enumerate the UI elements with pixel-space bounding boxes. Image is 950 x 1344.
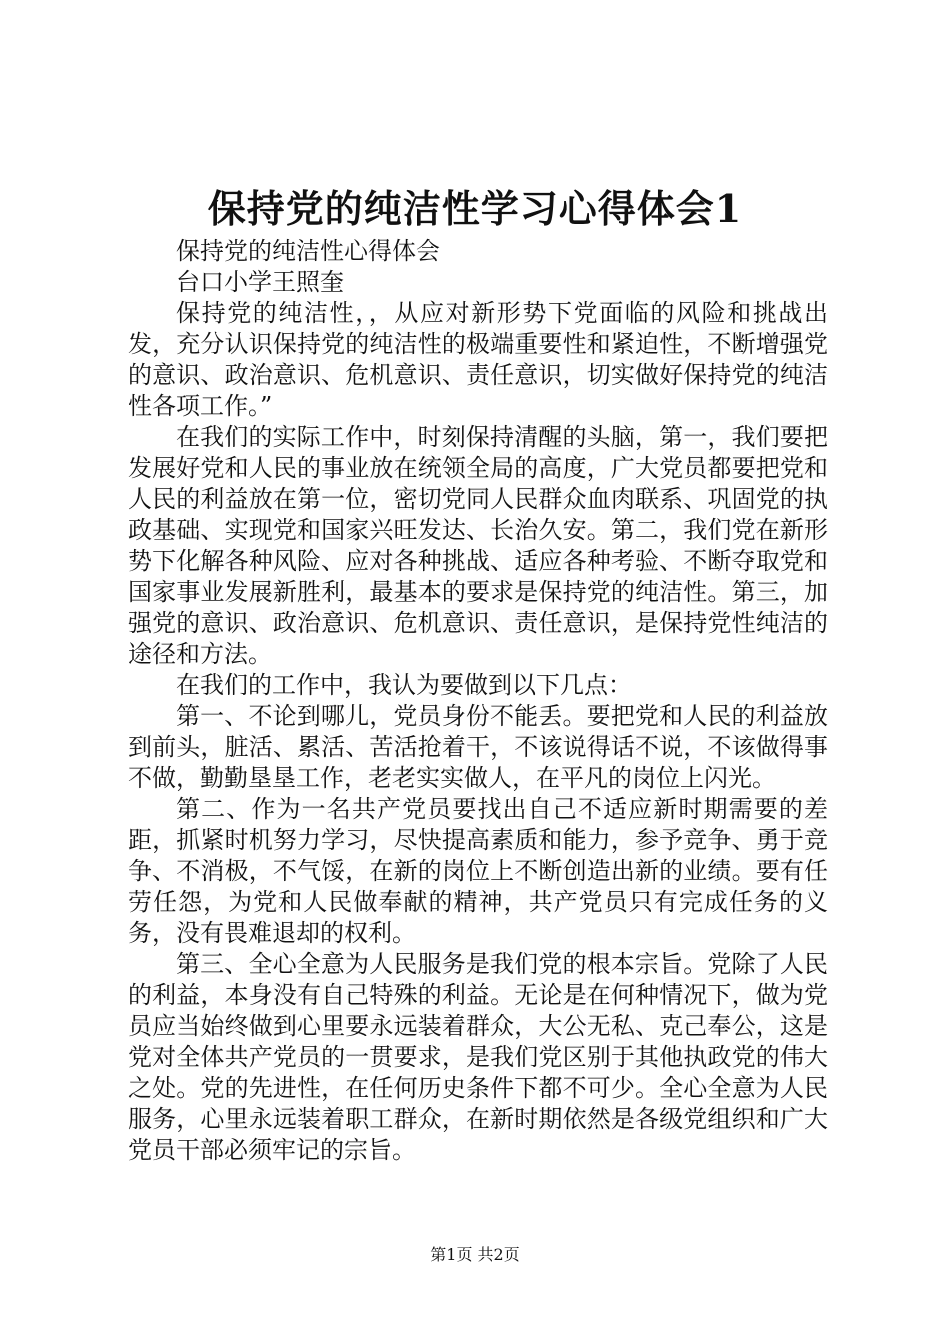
subtitle-paragraph: 保持党的纯洁性心得体会 [176,237,440,265]
body-paragraph: 在我们的工作中，我认为要做到以下几点： [176,671,632,699]
body-paragraph: 保持党的纯洁性，，从应对新形势下党面临的风险和挑战出发，充分认识保持党的纯洁性的极端重要性和紧迫性，不断增强党的意识、政治意识、危机意识、责任意识，切实做好保持党的纯洁性各项工作。” [128,299,828,420]
document-body [128,236,828,1166]
document-title: 保持党的纯洁性学习心得体会1 [207,186,743,231]
body-paragraph: 第二、作为一名共产党员要找出自己不适应新时期需要的差距，抓紧时机努力学习，尽快提高素质和能力，参予竞争、勇于竞争、不消极，不气馁，在新的岗位上不断创造出新的业绩。要有任劳任怨，为党和人民做奉献的精神，共产党员只有完成任务的义务，没有畏难退却的权利。 [128,795,828,947]
body-paragraph: 第一、不论到哪儿，党员身份不能丢。要把党和人民的利益放到前头，脏活、累活、苦活抢着干，不该说得话不说，不该做得事不做，勤勤垦垦工作，老老实实做人，在平凡的岗位上闪光。 [128,702,828,792]
body-paragraph: 第三、全心全意为人民服务是我们党的根本宗旨。党除了人民的利益，本身没有自己特殊的利益。无论是在何种情况下，做为党员应当始终做到心里要永远装着群众，大公无私、克己奉公，这是党对全体共产党员的一贯要求，是我们党区别于其他执政党的伟大之处。党的先进性，在任何历史条件下都不可少。全心全意为人民服务，心里永远装着职工群众，在新时期依然是各级党组织和广大党员干部必须牢记的宗旨。 [128,950,828,1164]
body-paragraph: 在我们的实际工作中，时刻保持清醒的头脑，第一，我们要把发展好党和人民的事业放在统领全局的高度，广大党员都要把党和人民的利益放在第一位，密切党同人民群众血肉联系、巩固党的执政基础、实现党和国家兴旺发达、长治久安。第二，我们党在新形势下化解各种风险、应对各种挑战、适应各种考验、不断夺取党和国家事业发展新胜利，最基本的要求是保持党的纯洁性。第三，加强党的意识、政治意识、危机意识、责任意识，是保持党性纯洁的途径和方法。 [128,423,828,668]
author-paragraph: 台口小学王照奎 [176,268,344,296]
page-number-footer: 第1页 共2页 [430,1245,520,1264]
